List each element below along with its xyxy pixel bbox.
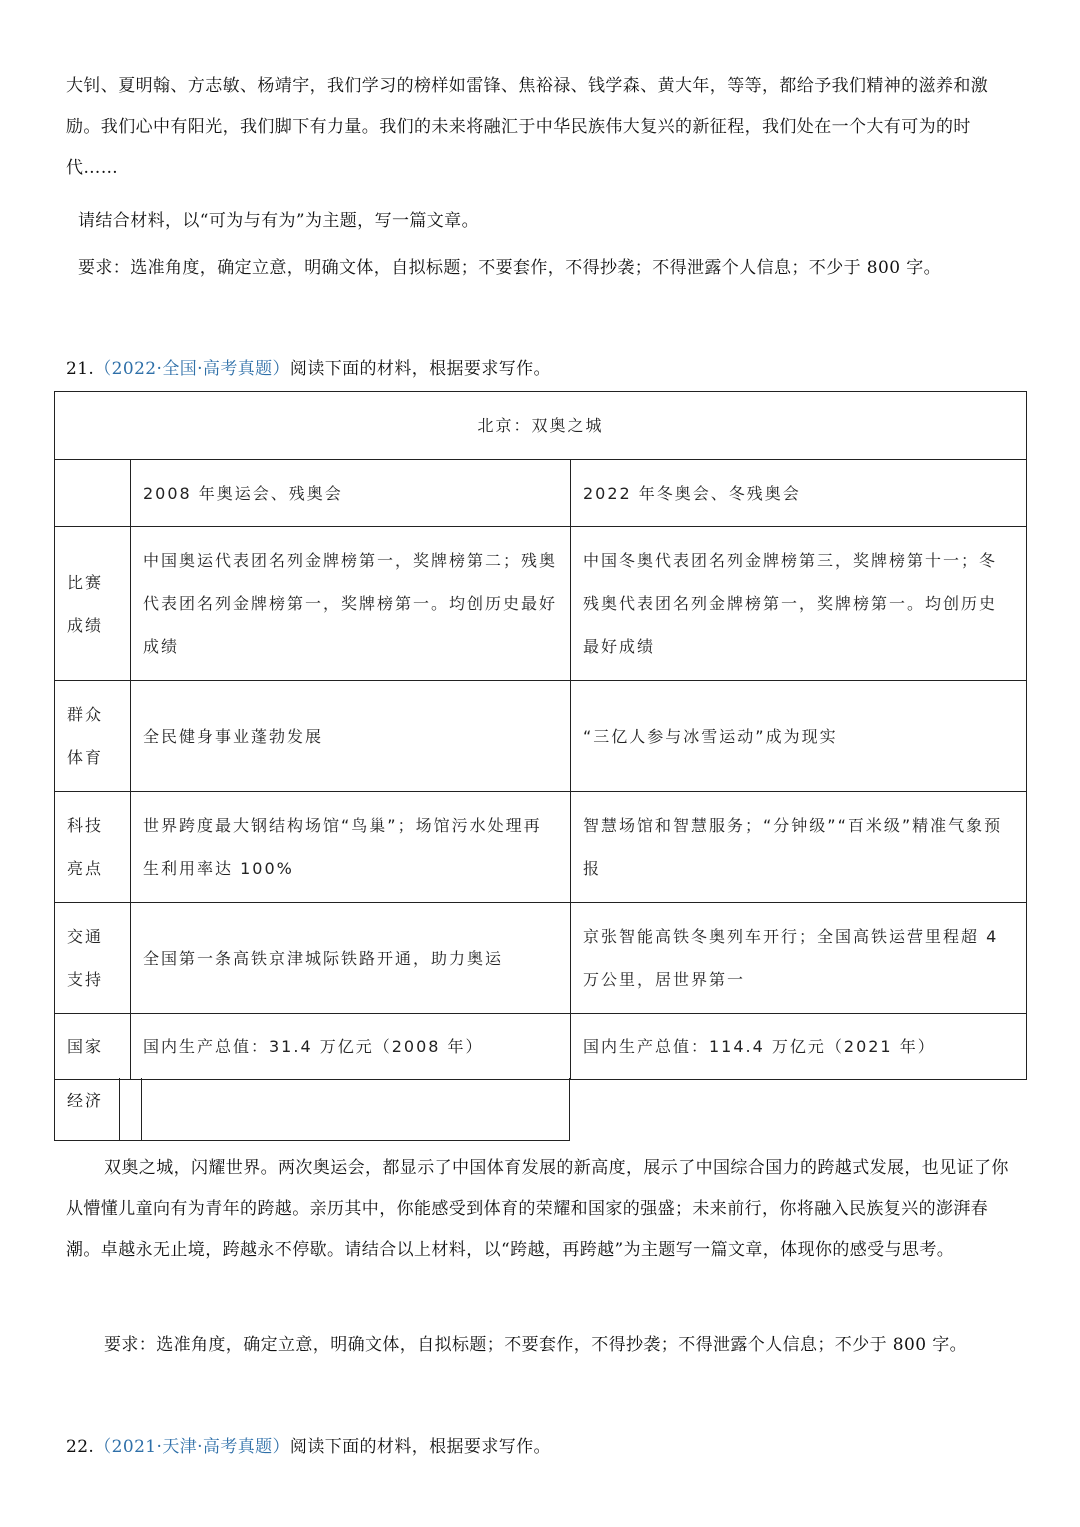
row-label: 交通支持 <box>55 903 131 1014</box>
row-cell-2022: 京张智能高铁冬奥列车开行；全国高铁运营里程超 4 万公里，居世界第一 <box>571 903 1027 1014</box>
table-header-2008: 2008 年奥运会、残奥会 <box>131 460 571 527</box>
table-row <box>55 527 1027 681</box>
table-row <box>55 792 1027 903</box>
row-cell-2008: 世界跨度最大钢结构场馆“鸟巢”；场馆污水处理再生利用率达 100% <box>131 792 571 903</box>
table-corner-cell <box>55 460 131 527</box>
question-21-requirement: 要求：选准角度，确定立意，明确文体，自拟标题；不要套作，不得抄袭；不得泄露个人信息；不少于 800 字。 <box>104 1335 968 1355</box>
row-cell-2022: “三亿人参与冰雪运动”成为现实 <box>571 681 1027 792</box>
table-header-2022: 2022 年冬奥会、冬残奥会 <box>571 460 1027 527</box>
row-cell-2008: 全国第一条高铁京津城际铁路开通，助力奥运 <box>131 903 571 1014</box>
question-22-heading <box>66 1432 551 1457</box>
table-row <box>55 903 1027 1014</box>
table-title: 北京：双奥之城 <box>55 392 1027 460</box>
question-number: 22. <box>66 1437 95 1457</box>
row-label: 科技亮点 <box>55 792 131 903</box>
row-cell-2022: 国内生产总值：114.4 万亿元（2021 年） <box>571 1014 1027 1080</box>
question-instruction: 阅读下面的材料，根据要求写作。 <box>289 1437 551 1457</box>
row-cell-2022: 智慧场馆和智慧服务；“分钟级”“百米级”精准气象预报 <box>571 792 1027 903</box>
question-number: 21. <box>66 359 95 379</box>
question-21-heading <box>66 354 551 379</box>
row-cell-2008: 国内生产总值：31.4 万亿元（2008 年） <box>131 1014 571 1080</box>
row-label: 群众体育 <box>55 681 131 792</box>
table-row <box>55 1014 1027 1080</box>
question-instruction: 阅读下面的材料，根据要求写作。 <box>289 359 551 379</box>
row-label: 国家 <box>55 1014 131 1080</box>
row-label: 比赛成绩 <box>55 527 131 681</box>
intro-prompt: 请结合材料，以“可为与有为”为主题，写一篇文章。 <box>78 211 479 231</box>
table-row <box>55 681 1027 792</box>
question-source: （2021·天津·高考真题） <box>94 1437 290 1457</box>
row-cell-2008: 中国奥运代表团名列金牌榜第一，奖牌榜第二；残奥代表团名列金牌榜第一，奖牌榜第一。均创历史最好成绩 <box>131 527 571 681</box>
divider <box>141 1078 142 1140</box>
row-cell-2022: 中国冬奥代表团名列金牌榜第三，奖牌榜第十一；冬残奥代表团名列金牌榜第一，奖牌榜第一。均创历史最好成绩 <box>571 527 1027 681</box>
intro-requirement: 要求：选准角度，确定立意，明确文体，自拟标题；不要套作，不得抄袭；不得泄露个人信息；不少于 800 字。 <box>78 258 942 278</box>
divider <box>119 1078 120 1140</box>
row-cell-2008: 全民健身事业蓬勃发展 <box>131 681 571 792</box>
question-source: （2022·全国·高考真题） <box>94 359 290 379</box>
table-econ-row <box>54 1078 570 1141</box>
question-21-body: 双奥之城，闪耀世界。两次奥运会，都显示了中国体育发展的新高度，展示了中国综合国力的跨越式发展，也见证了你从懵懂儿童向有为青年的跨越。亲历其中，你能感受到体育的荣耀和国家的强盛；未来前行，你将融入民族复兴的澎湃春潮。卓越永无止境，跨越永不停歇。请结合以上材料，以“跨越，再跨越”为主题写一篇文章，体现你的感受与思考。 <box>66 1158 1009 1260</box>
material-table <box>54 391 1027 1080</box>
intro-paragraph: 大钊、夏明翰、方志敏、杨靖宇，我们学习的榜样如雷锋、焦裕禄、钱学森、黄大年，等等，都给予我们精神的滋养和激励。我们心中有阳光，我们脚下有力量。我们的未来将融汇于中华民族伟大复兴的新征程，我们处在一个大有可为的时代…… <box>66 76 989 178</box>
econ-label: 经济 <box>67 1091 104 1110</box>
